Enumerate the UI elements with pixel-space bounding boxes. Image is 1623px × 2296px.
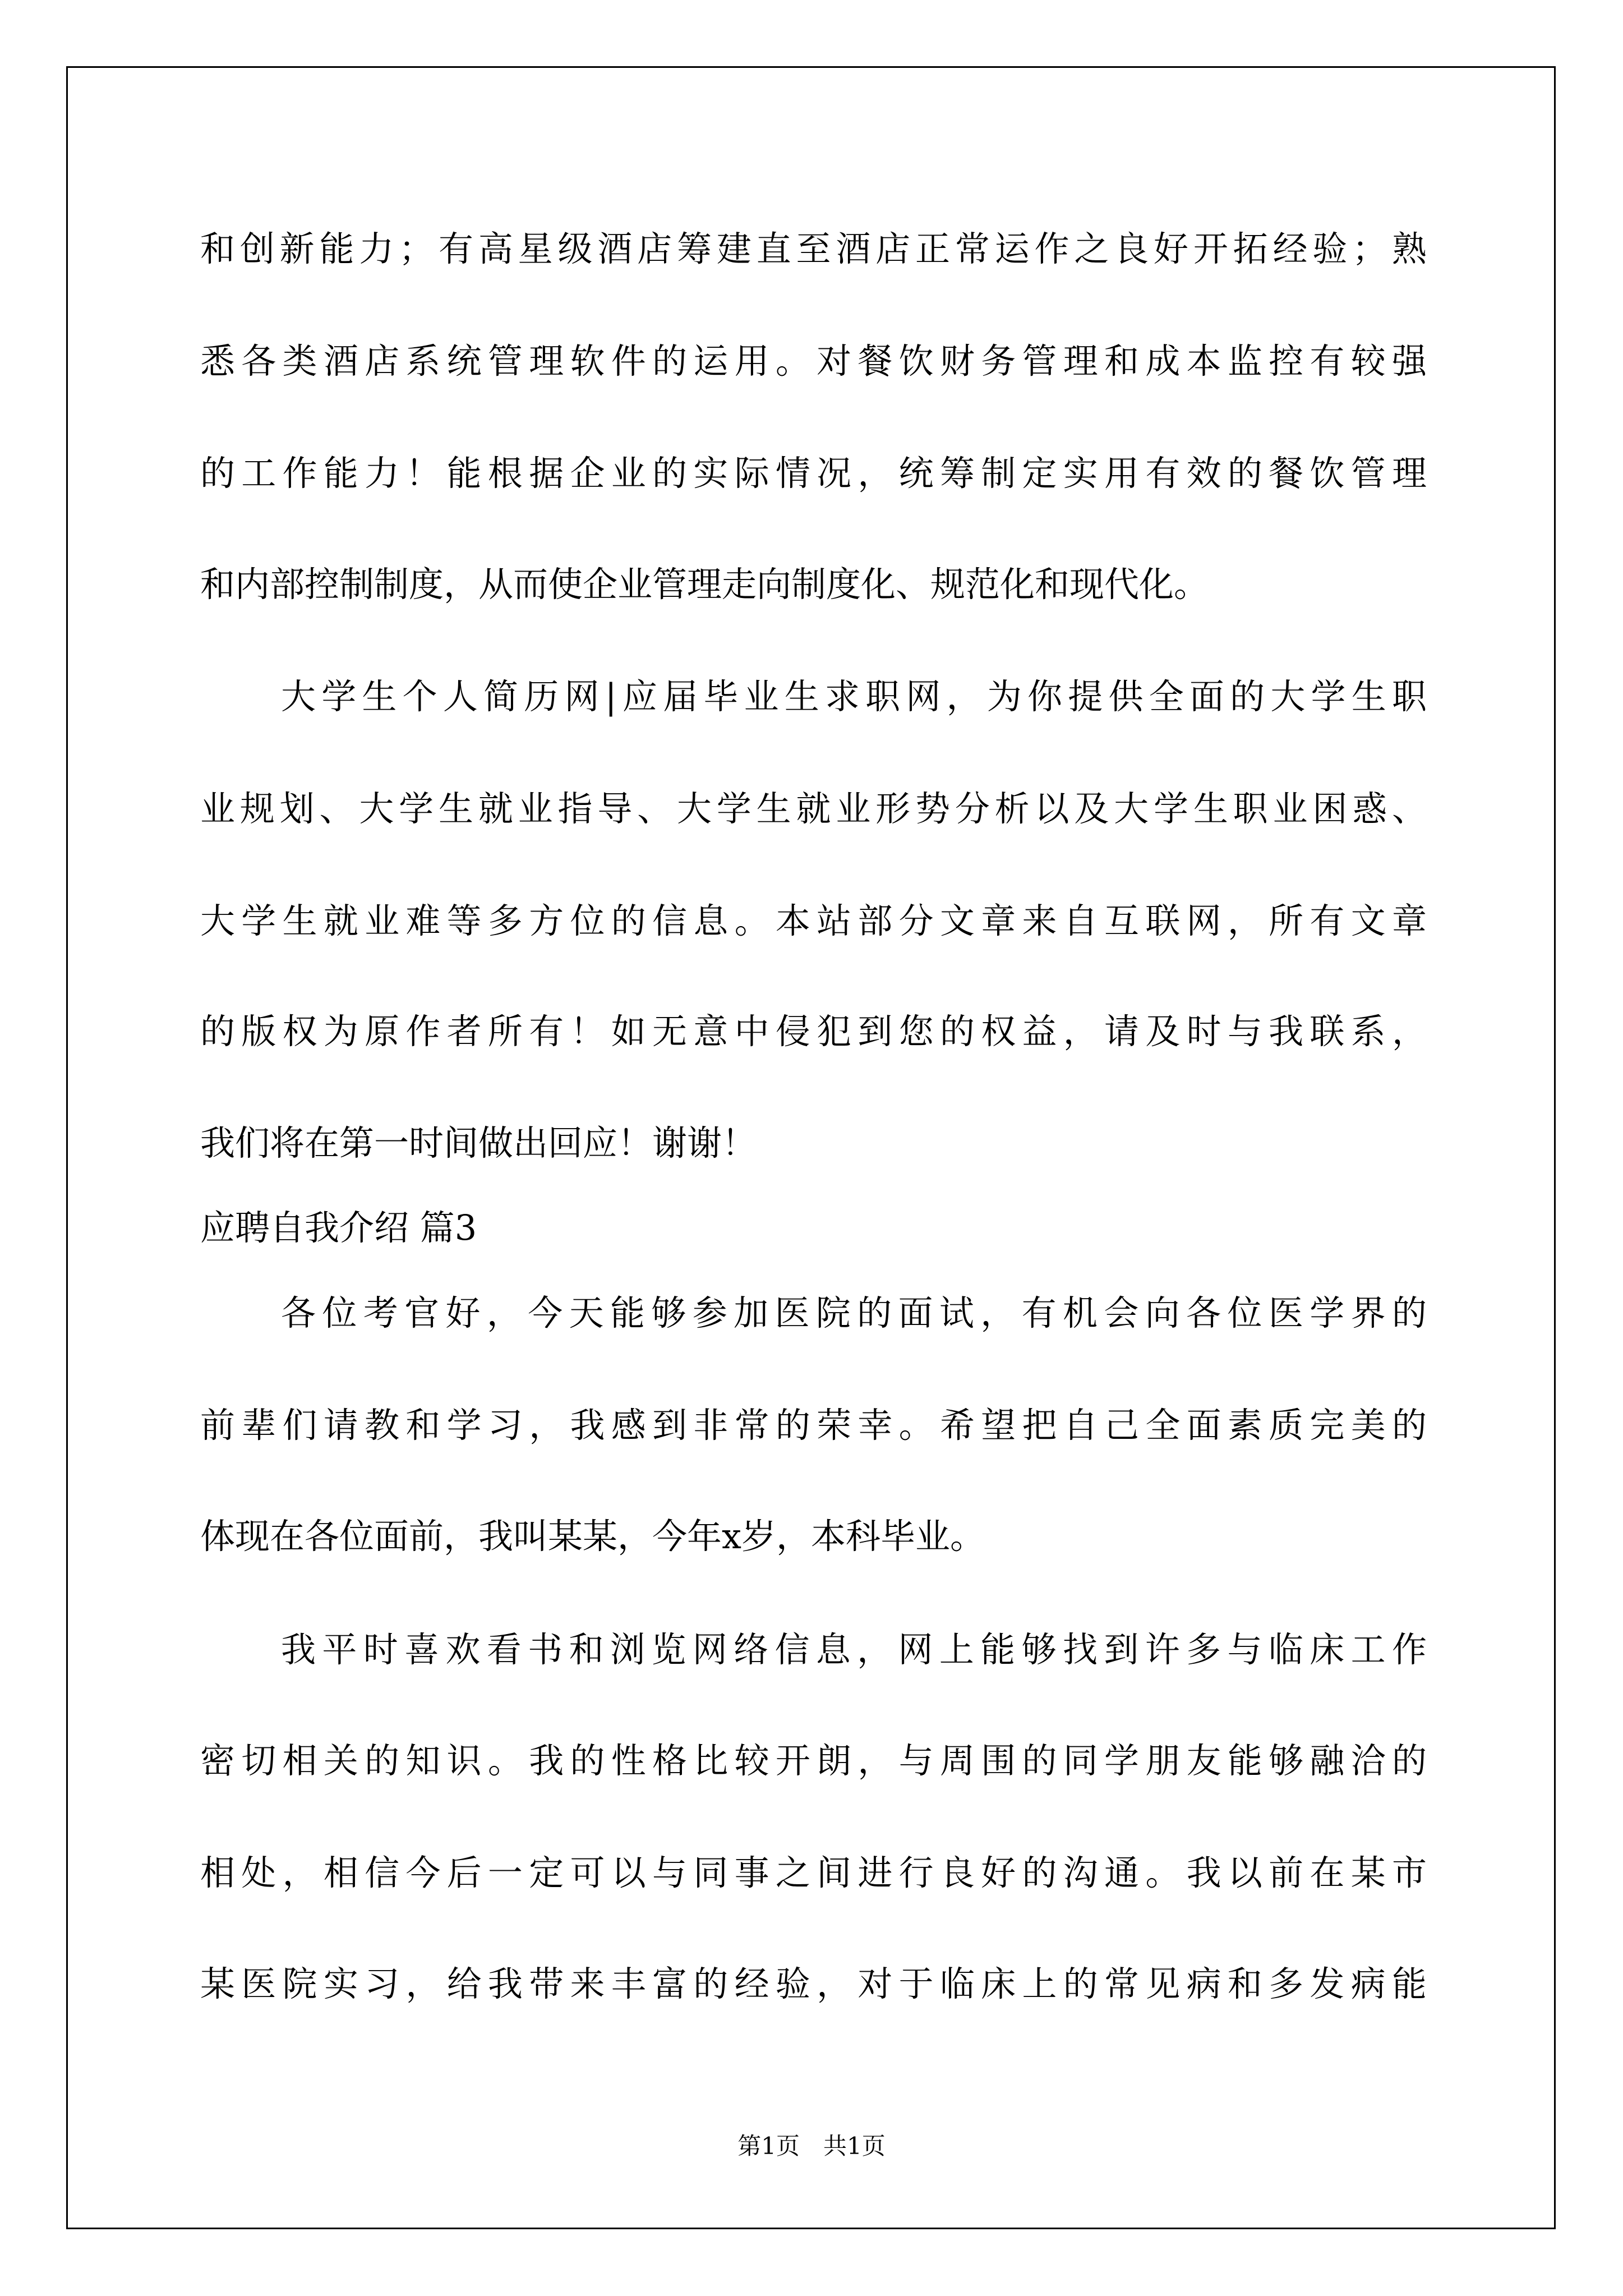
body-line: 体现在各位面前，我叫某某，今年x岁，本科毕业。	[200, 1516, 985, 1557]
body-line: 相处，相信今后一定可以与同事之间进行良好的沟通。我以前在某市	[200, 1852, 1427, 1893]
body-line: 和内部控制制度，从而使企业管理走向制度化、规范化和现代化。	[200, 564, 1209, 605]
page-number-footer: 第1页 共1页	[737, 2132, 886, 2160]
body-line: 大学生个人简历网|应届毕业生求职网，为你提供全面的大学生职	[281, 676, 1427, 717]
body-line: 大学生就业难等多方位的信息。本站部分文章来自互联网，所有文章	[200, 900, 1427, 941]
body-line: 我们将在第一时间做出回应！谢谢！	[200, 1122, 757, 1163]
body-line: 的版权为原作者所有！如无意中侵犯到您的权益，请及时与我联系，	[200, 1011, 1427, 1052]
body-line: 各位考官好，今天能够参加医院的面试，有机会向各位医学界的	[281, 1292, 1427, 1333]
body-line: 前辈们请教和学习，我感到非常的荣幸。希望把自己全面素质完美的	[200, 1405, 1427, 1446]
section-heading: 应聘自我介绍 篇3	[200, 1207, 477, 1248]
body-line: 我平时喜欢看书和浏览网络信息，网上能够找到许多与临床工作	[281, 1629, 1427, 1670]
body-line: 业规划、大学生就业指导、大学生就业形势分析以及大学生职业困惑、	[200, 788, 1427, 829]
body-line: 悉各类酒店系统管理软件的运用。对餐饮财务管理和成本监控有较强	[200, 341, 1427, 381]
body-line: 和创新能力；有高星级酒店筹建直至酒店正常运作之良好开拓经验；熟	[200, 228, 1427, 269]
body-line: 密切相关的知识。我的性格比较开朗，与周围的同学朋友能够融洽的	[200, 1740, 1427, 1781]
body-line: 的工作能力！能根据企业的实际情况，统筹制定实用有效的餐饮管理	[200, 453, 1427, 494]
body-line: 某医院实习，给我带来丰富的经验，对于临床上的常见病和多发病能	[200, 1963, 1427, 2004]
